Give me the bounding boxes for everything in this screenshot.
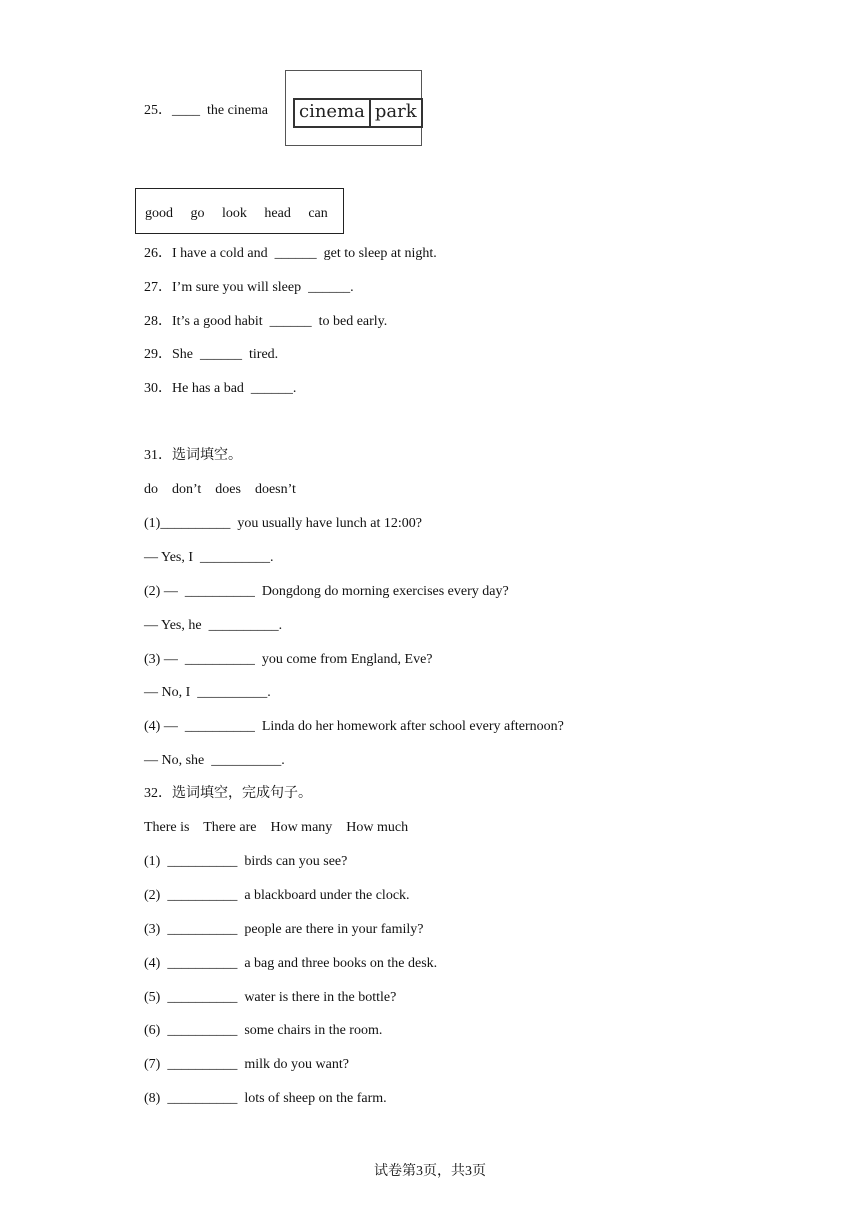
- question-29: 29．She ______ tired.: [144, 347, 279, 362]
- question-31-title: 31．选词填空。: [144, 448, 242, 463]
- question-25: 25．____ the cinema: [144, 103, 269, 118]
- question-31-line: — No, she __________.: [144, 753, 285, 768]
- sign-word-cinema: cinema: [299, 101, 365, 122]
- question-31-line: — Yes, he __________.: [144, 618, 283, 633]
- sign-word-park: park: [369, 100, 421, 126]
- question-31-line: — Yes, I __________.: [144, 550, 274, 565]
- question-31-line: — No, I __________.: [144, 685, 271, 700]
- question-32-line: (2) __________ a blackboard under the clock.: [144, 888, 410, 903]
- question-32-line: (1) __________ birds can you see?: [144, 854, 348, 869]
- cinema-park-sign-image: [285, 70, 422, 146]
- question-31-line: (3) — __________ you come from England, Eve?: [144, 652, 433, 667]
- question-31-line: (4) — __________ Linda do her homework after school every afternoon?: [144, 719, 564, 734]
- question-32-line: (4) __________ a bag and three books on the desk.: [144, 956, 438, 971]
- word-bank-words: good go look head can: [145, 206, 328, 221]
- question-31-choices: do don’t does doesn’t: [144, 482, 296, 497]
- question-32-title: 32．选词填空，完成句子。: [144, 786, 312, 801]
- question-31-line: (1)__________ you usually have lunch at 12:00?: [144, 516, 423, 531]
- question-32-line: (5) __________ water is there in the bottle?: [144, 990, 397, 1005]
- question-30: 30．He has a bad ______.: [144, 381, 297, 396]
- word-bank-box: [135, 188, 344, 234]
- question-32-line: (6) __________ some chairs in the room.: [144, 1023, 383, 1038]
- question-32-choices: There is There are How many How much: [144, 820, 409, 835]
- question-32-line: (7) __________ milk do you want?: [144, 1057, 349, 1072]
- question-28: 28．It’s a good habit ______ to bed early.: [144, 314, 388, 329]
- question-27: 27．I’m sure you will sleep ______.: [144, 280, 354, 295]
- question-32-line: (3) __________ people are there in your family?: [144, 922, 424, 937]
- page-footer: 试卷第3页，共3页: [374, 1164, 486, 1179]
- question-31-line: (2) — __________ Dongdong do morning exercises every day?: [144, 584, 509, 599]
- question-26: 26．I have a cold and ______ get to sleep at night.: [144, 246, 437, 261]
- sign-words: [293, 98, 423, 128]
- question-32-line: (8) __________ lots of sheep on the farm.: [144, 1091, 387, 1106]
